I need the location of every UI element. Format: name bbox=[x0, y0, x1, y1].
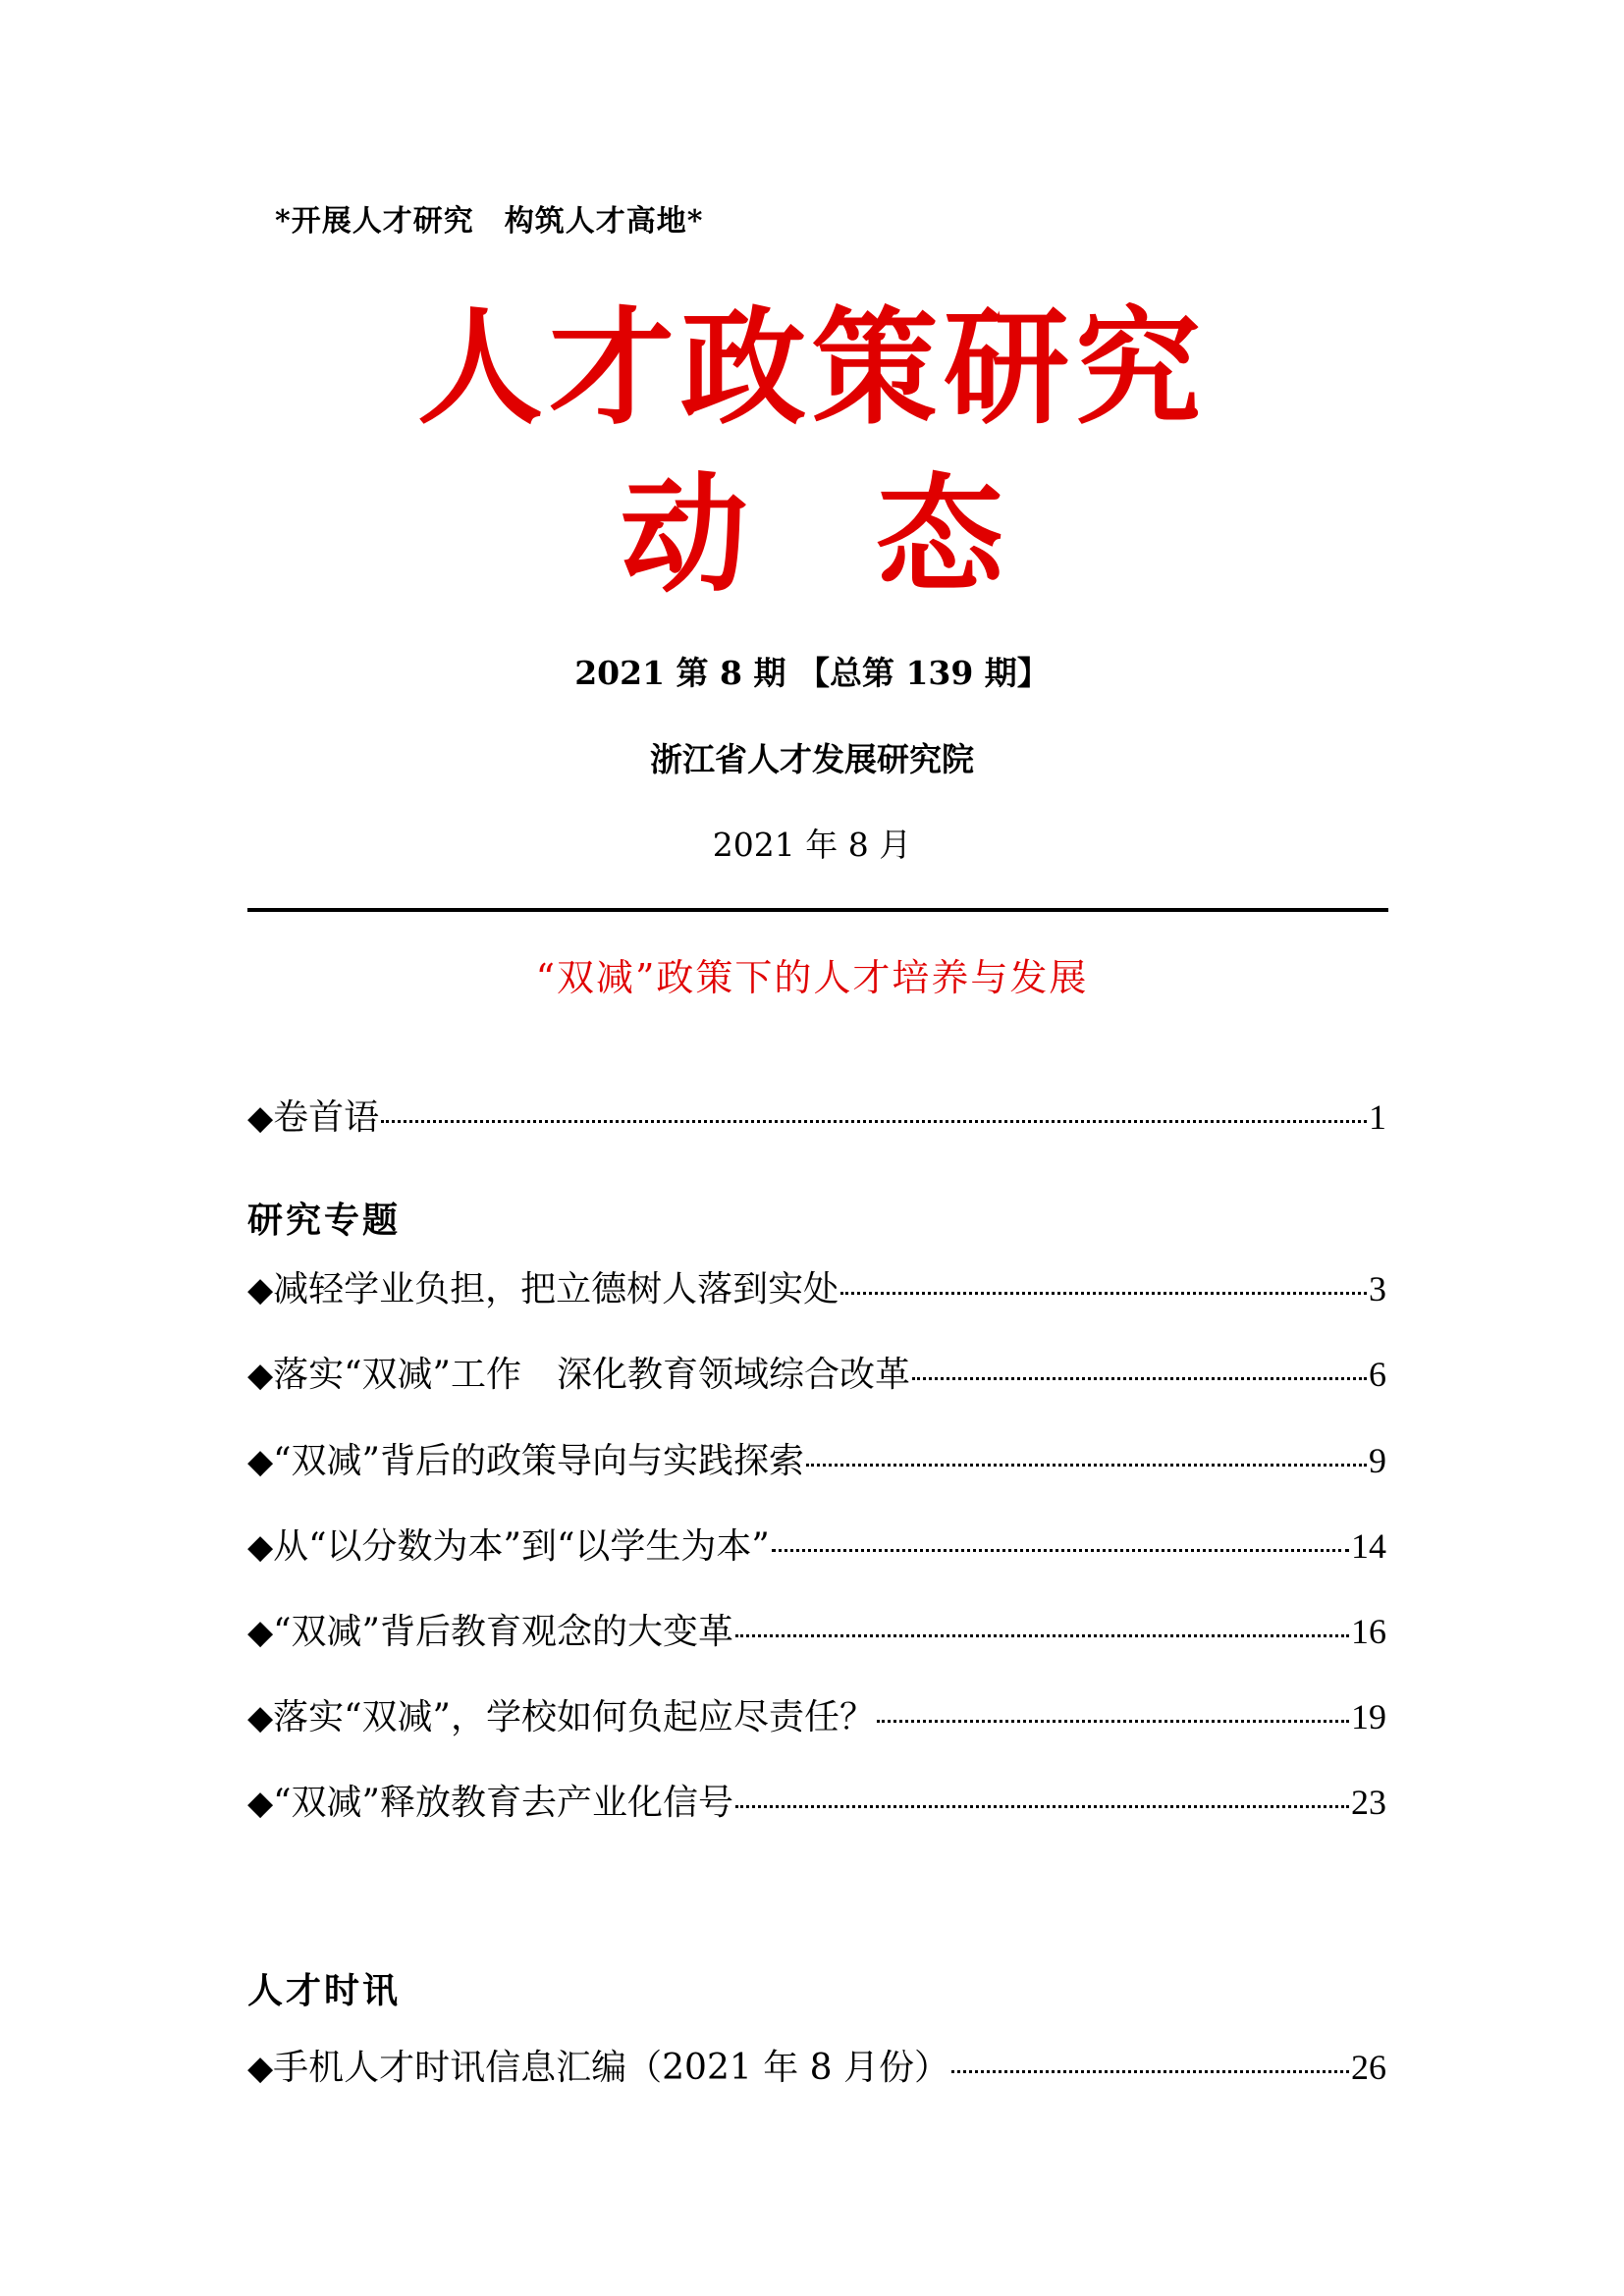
toc-entry[interactable] bbox=[247, 1519, 1386, 1568]
header-divider bbox=[247, 908, 1388, 912]
diamond-bullet-icon: ◆ bbox=[247, 1784, 274, 1823]
toc-entry[interactable] bbox=[247, 1347, 1386, 1396]
toc-entry[interactable] bbox=[247, 1604, 1386, 1653]
toc-entry-label: 落实“双减”，学校如何负起应尽责任？ bbox=[273, 1697, 875, 1737]
toc-page-number: 26 bbox=[1351, 2048, 1386, 2087]
toc-entry[interactable] bbox=[247, 1775, 1386, 1824]
toc-page-number: 9 bbox=[1369, 1441, 1386, 1480]
toc-entry-label: 减轻学业负担，把立德树人落到实处 bbox=[273, 1269, 839, 1309]
dot-leader bbox=[735, 1805, 1349, 1808]
toc-entry-preface[interactable] bbox=[247, 1090, 1386, 1139]
dot-leader bbox=[912, 1377, 1367, 1380]
toc-entry-label: 落实“双减”工作 深化教育领域综合改革 bbox=[273, 1355, 910, 1395]
dot-leader bbox=[840, 1292, 1367, 1295]
toc-entry[interactable] bbox=[247, 1433, 1386, 1482]
diamond-bullet-icon: ◆ bbox=[247, 1442, 274, 1481]
header-slogan: *开展人才研究 构筑人才高地* bbox=[275, 204, 704, 239]
diamond-bullet-icon: ◆ bbox=[247, 1098, 274, 1138]
toc-page-number: 3 bbox=[1369, 1269, 1386, 1308]
dot-leader bbox=[877, 1720, 1349, 1723]
dot-leader bbox=[951, 2070, 1349, 2073]
toc-entry-label: “双减”背后的政策导向与实践探索 bbox=[273, 1441, 804, 1481]
toc-entry-label: 卷首语 bbox=[273, 1097, 380, 1138]
toc-entry[interactable] bbox=[247, 1261, 1386, 1310]
dot-leader bbox=[381, 1120, 1367, 1123]
toc-page-number: 6 bbox=[1369, 1355, 1386, 1394]
dot-leader bbox=[735, 1634, 1349, 1637]
toc-page-number: 19 bbox=[1351, 1697, 1386, 1736]
toc-entry-label: 从“以分数为本”到“以学生为本” bbox=[273, 1526, 770, 1567]
diamond-bullet-icon: ◆ bbox=[247, 1356, 274, 1395]
toc-page-number: 23 bbox=[1351, 1783, 1386, 1822]
toc-entry-label: “双减”背后教育观念的大变革 bbox=[273, 1612, 733, 1652]
toc-page-number: 16 bbox=[1351, 1612, 1386, 1651]
issue-number: 2021 第 8 期 【总第 139 期】 bbox=[574, 654, 1050, 692]
masthead-title: 人才政策研究 bbox=[416, 294, 1207, 442]
issue-theme: “双减”政策下的人才培养与发展 bbox=[535, 956, 1089, 999]
toc-page-number: 14 bbox=[1351, 1526, 1386, 1566]
organization-name: 浙江省人才发展研究院 bbox=[650, 740, 974, 778]
diamond-bullet-icon: ◆ bbox=[247, 1698, 274, 1737]
diamond-bullet-icon: ◆ bbox=[247, 1613, 274, 1652]
toc-section-heading-research: 研究专题 bbox=[247, 1200, 402, 1241]
diamond-bullet-icon: ◆ bbox=[247, 2049, 274, 2088]
dot-leader bbox=[806, 1464, 1367, 1467]
toc-entry[interactable] bbox=[247, 2040, 1386, 2089]
toc-entry[interactable] bbox=[247, 1689, 1386, 1738]
toc-section-heading-news: 人才时讯 bbox=[247, 1970, 402, 2011]
toc-page-number: 1 bbox=[1369, 1097, 1386, 1137]
toc-entry-label: “双减”释放教育去产业化信号 bbox=[273, 1783, 733, 1823]
diamond-bullet-icon: ◆ bbox=[247, 1270, 274, 1309]
diamond-bullet-icon: ◆ bbox=[247, 1527, 274, 1567]
masthead-subtitle: 动 态 bbox=[620, 459, 1003, 610]
publication-date: 2021 年 8 月 bbox=[712, 826, 912, 864]
toc-entry-label: 手机人才时讯信息汇编（2021 年 8 月份） bbox=[273, 2048, 950, 2088]
dot-leader bbox=[772, 1549, 1349, 1552]
